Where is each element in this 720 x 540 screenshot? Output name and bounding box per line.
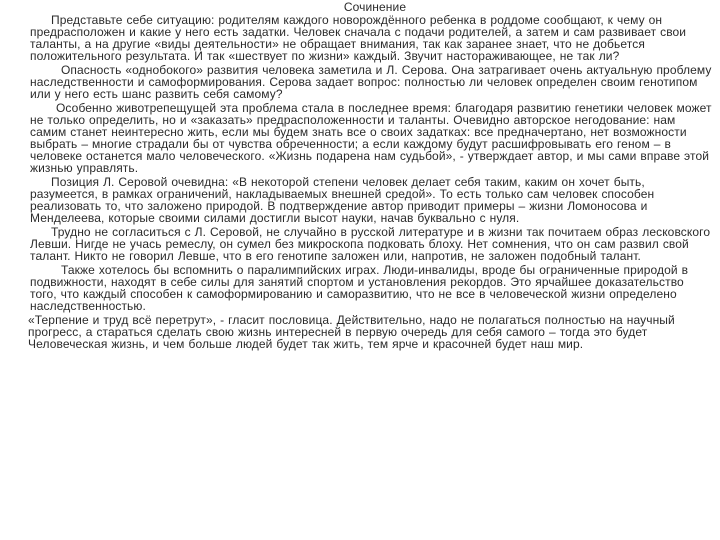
paragraph-problem: Опасность «однобокого» развития человека заметила и Л. Серова. Она затрагивает очень актуальную проблему наследственности и самоформирования. Серова задает вопрос: полностью ли человек определен своим генотипом или у него есть шанс развить себя самому?	[30, 63, 712, 101]
paragraph-genetics: Особенно животрепещущей эта проблема стала в последнее время: благодаря развитию генетики человек может не только определить, но и «заказать» предрасположенности и таланты. Очевидно авторское негодование: нам самим станет неинтересно жить, если мы будем знать все о своих задатках: все предначертано, нет возможности выбрать – многие страдали бы от чувства обреченности; а если каждому будут расшифровывать его геном – в человеке останется мало человеческого. «Жизнь подарена нам судьбой», - утверждает автор, и мы сами вправе этой жизнью управлять.	[30, 101, 712, 175]
paragraph-levsha-argument: Трудно не согласиться с Л. Серовой, не случайно в русской литературе и в жизни так почитаем образ лесковского Левши. Нигде не учась ремеслу, он сумел без микроскопа подковать блоху. Нет сомнения, что он сам развил свой талант. Никто не говорил Левше, что в его генотипе заложен или, напротив, не заложен подобный талант.	[30, 225, 711, 263]
document-title: Сочинение	[343, 0, 407, 14]
paragraph-conclusion: «Терпение и труд всё перетрут», - гласит пословица. Действительно, надо не полагаться полностью на научный прогресс, а стараться сделать свою жизнь интересней в первую очередь для себя самого – тогда это будет Человеческая жизнь, и чем больше людей будет так жить, тем ярче и красочней будет наш мир.	[28, 313, 675, 351]
paragraph-paralympics-argument: Также хотелось бы вспомнить о паралимпийских играх. Люди-инвалиды, вроде бы ограниченные природой в подвижности, находят в себе силы для занятий спортом и установления рекордов. Это ярчайшее доказательство того, что каждый способен к самоформированию и саморазвитию, что не все в человеческой жизни определено наследственностью.	[30, 263, 689, 313]
paragraph-intro: Представьте себе ситуацию: родителям каждого новорождённого ребенка в роддоме сообщают, к чему он предрасположен и какие у него есть задатки. Человек сначала с подачи родителей, а затем и сам развивает свои таланты, а на другие «виды деятельности» не обращает внимания, так как заранее знает, что не добьется положительного результата. И так «шествует по жизни» каждый. Звучит настораживающее, не так ли?	[30, 13, 687, 63]
paragraph-author-position: Позиция Л. Серовой очевидна: «В некоторой степени человек делает себя таким, каким он хочет быть, разумеется, в рамках ограничений, накладываемых внешней средой». То есть только сам человек способен реализовать то, что заложено природой. В подтверждение автор приводит примеры – жизни Ломоносова и Менделеева, которые своими силами достигли высот науки, начав буквально с нуля.	[30, 175, 655, 225]
